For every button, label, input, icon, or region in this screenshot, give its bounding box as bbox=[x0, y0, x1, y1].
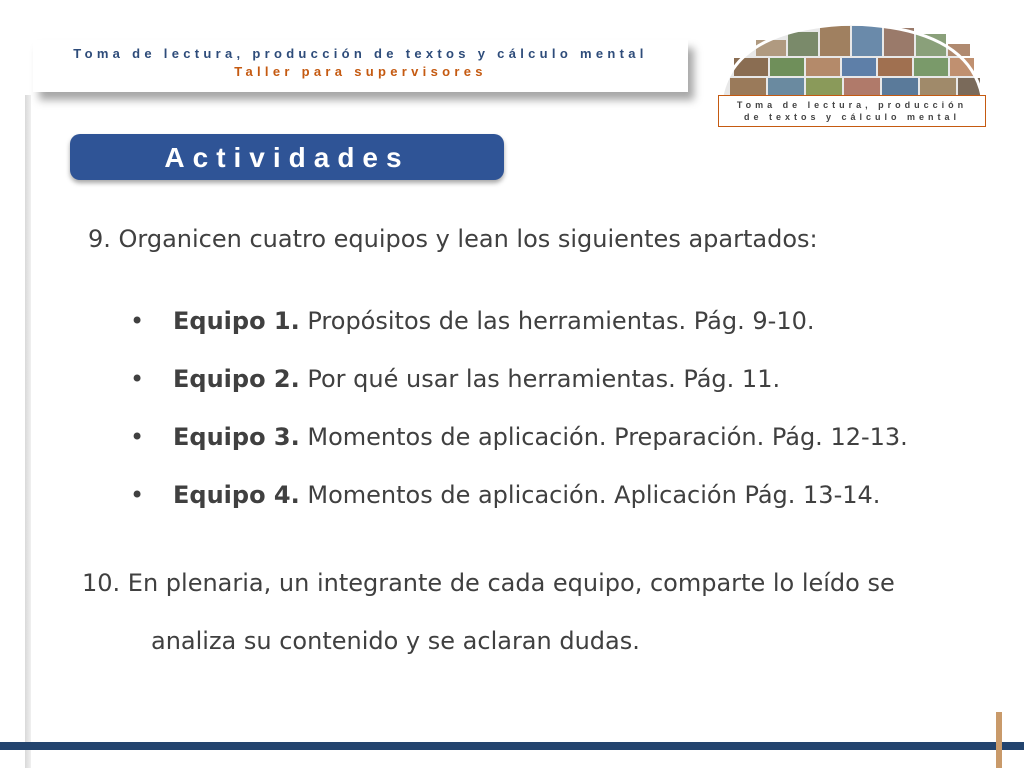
team-description: Por qué usar las herramientas. Pág. 11. bbox=[299, 365, 781, 393]
left-margin-rule bbox=[25, 95, 31, 768]
bullet-icon: • bbox=[130, 365, 145, 393]
logo-caption bbox=[718, 95, 986, 127]
header-subtitle: Taller para supervisores bbox=[234, 64, 487, 79]
photo-collage-logo bbox=[716, 18, 988, 96]
section-title-pill bbox=[70, 134, 504, 180]
header-title: Toma de lectura, producción de textos y cálculo mental bbox=[73, 46, 648, 61]
bullet-icon: • bbox=[130, 307, 145, 335]
team-description: Momentos de aplicación. Preparación. Pág. 12-13. bbox=[299, 423, 908, 451]
step-10-instruction-line2: analiza su contenido y se aclaran dudas. bbox=[151, 627, 640, 655]
team-label: Equipo 1. bbox=[173, 307, 300, 335]
team-label: Equipo 2. bbox=[173, 365, 300, 393]
step-9-instruction: 9. Organicen cuatro equipos y lean los siguientes apartados: bbox=[88, 225, 818, 253]
bullet-icon: • bbox=[130, 481, 145, 509]
team-label: Equipo 4. bbox=[173, 481, 300, 509]
team-description: Momentos de aplicación. Aplicación Pág. 13-14. bbox=[299, 481, 881, 509]
logo-caption-line2: de textos y cálculo mental bbox=[743, 112, 961, 122]
step-10-instruction-line1: 10. En plenaria, un integrante de cada equipo, comparte lo leído se bbox=[82, 569, 895, 597]
footer-bar bbox=[0, 742, 1024, 750]
footer-accent-tick bbox=[996, 712, 1002, 768]
header-banner bbox=[33, 40, 688, 92]
section-title: Actividades bbox=[164, 142, 410, 173]
team-label: Equipo 3. bbox=[173, 423, 300, 451]
logo-caption-line1: Toma de lectura, producción bbox=[736, 100, 968, 110]
team-description: Propósitos de las herramientas. Pág. 9-10. bbox=[299, 307, 815, 335]
bullet-icon: • bbox=[130, 423, 145, 451]
